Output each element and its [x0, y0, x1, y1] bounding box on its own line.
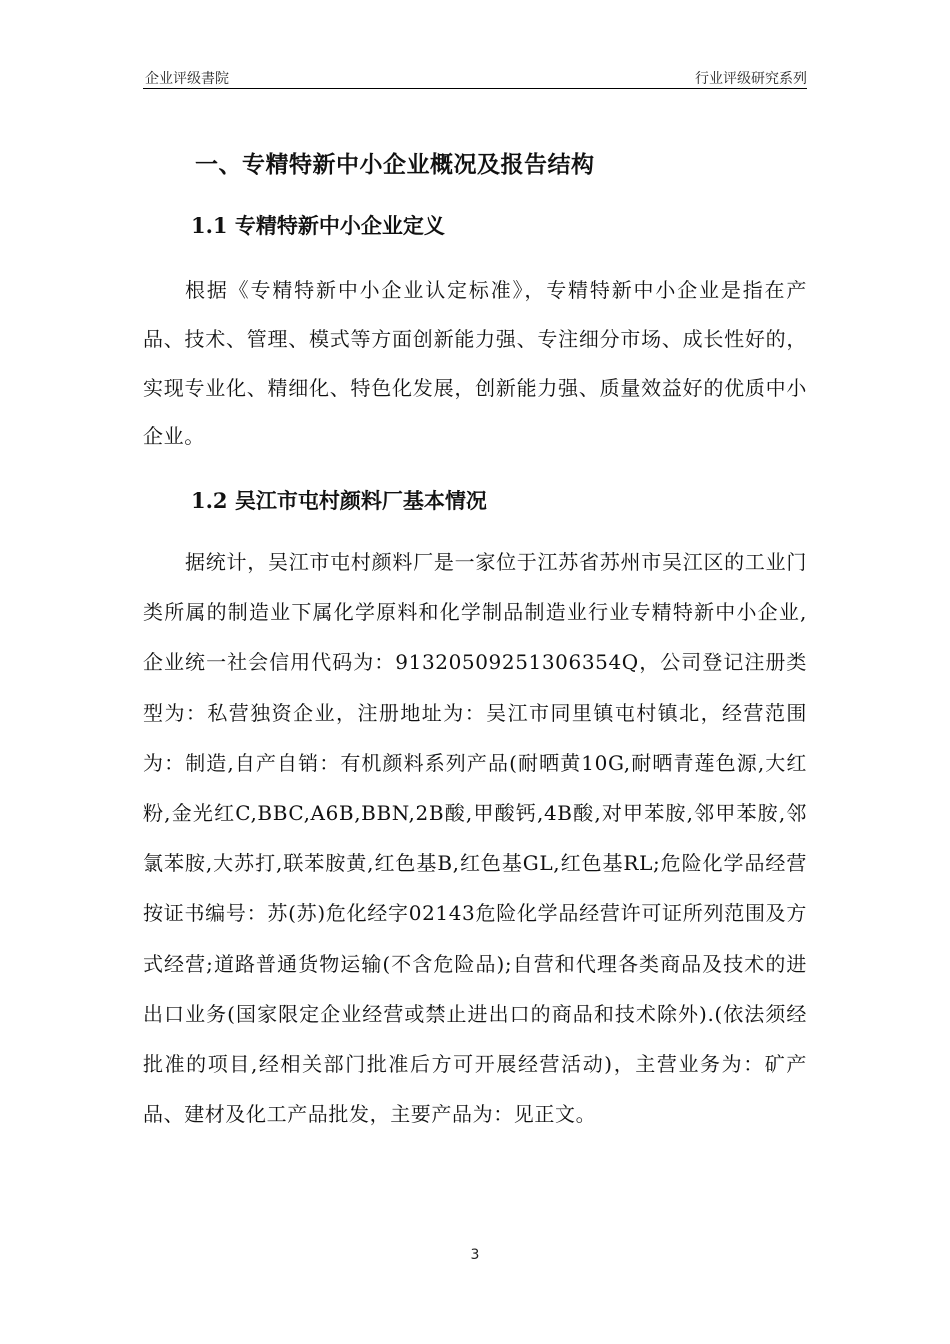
header-right-text: 行业评级研究系列 [695, 71, 807, 87]
subsection-2-paragraph: 据统计，吴江市屯村颜料厂是一家位于江苏省苏州市吴江区的工业门类所属的制造业下属化学原料和化学制品制造业行业专精特新中小企业,企业统一社会信用代码为：91320509251306354Q，公司登记注册类型为：私营独资企业，注册地址为：吴江市同里镇屯村镇北，经营范围为：制造,自产自销：有机颜料系列产品(耐晒黄10G,耐晒青莲色源,大红粉,金光红C,BBC,A6B,BBN,2B酸,甲酸钙,4B酸,对甲苯胺,邻甲苯胺,邻氯苯胺,大苏打,联苯胺黄,红色基B,红色基GL,红色基RL;危险化学品经营按证书编号：苏(苏)危化经字02143危险化学品经营许可证所列范围及方式经营;道路普通货物运输(不含危险品);自营和代理各类商品及技术的进出口业务(国家限定企业经营或禁止进出口的商品和技术除外).(依法须经批准的项目,经相关部门批准后方可开展经营活动)，主营业务为：矿产品、建材及化工产品批发，主要产品为：见正文。 [143, 550, 807, 1127]
subsection-2-title: 1.2 吴江市屯村颜料厂基本情况 [191, 488, 487, 513]
subsection-1-title: 1.1 专精特新中小企业定义 [191, 213, 445, 238]
page-header [143, 66, 807, 89]
subsection-1-paragraph: 根据《专精特新中小企业认定标准》，专精特新中小企业是指在产品、技术、管理、模式等方面创新能力强、专注细分市场、成长性好的，实现专业化、精细化、特色化发展，创新能力强、质量效益好的优质中小企业。 [143, 278, 807, 449]
page-number: 3 [470, 1247, 480, 1263]
section-title: 一、专精特新中小企业概况及报告结构 [195, 151, 595, 178]
header-left-text: 企业评级書院 [145, 71, 229, 87]
